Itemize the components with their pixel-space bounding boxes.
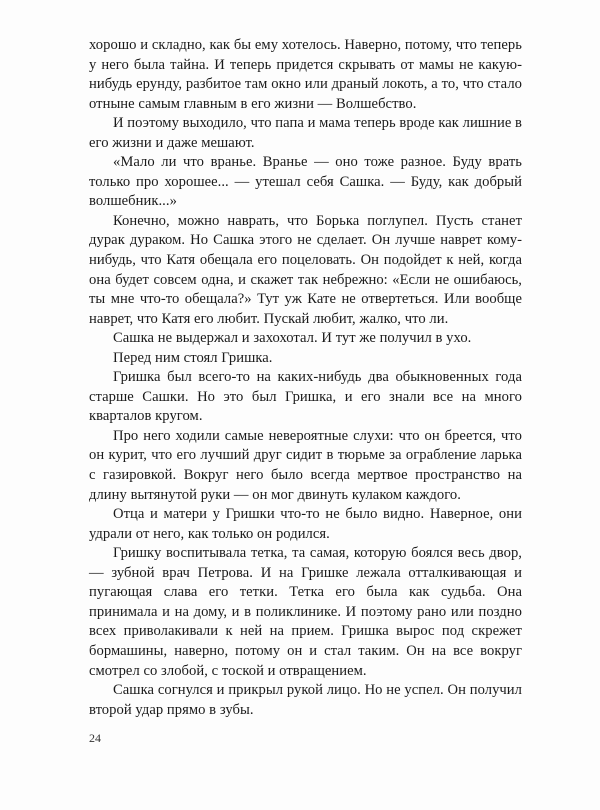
paragraph: Гришка был всего-то на каких-нибудь два обыкновенных года старше Сашки. Но это был Гришка, и его знали все на много кварталов кругом. bbox=[89, 369, 522, 425]
paragraph: И поэтому выходило, что папа и мама теперь вроде как лишние в его жизни и даже мешают. bbox=[89, 115, 522, 151]
paragraph: Перед ним стоял Гришка. bbox=[113, 349, 273, 366]
paragraph: Сашка согнулся и прикрыл рукой лицо. Но не успел. Он получил второй удар прямо в зубы. bbox=[89, 682, 522, 718]
paragraph: Про него ходили самые невероятные слухи: что он бреется, что он курит, что его лучший друг сидит в тюрьме за ограбление ларька с газировкой. Вокруг него было всегда мертвое пространство на длину вытянутой руки — он мог двинуть кулаком каждого. bbox=[89, 427, 522, 503]
paragraph: Гришку воспитывала тетка, та самая, которую боялся весь двор, — зубной врач Петрова. И на Гришке лежала отталкивающая и пугающая слава его тетки. Тетка его была как судьба. Она принимала и на дому, и в поликлинике. И поэтому рано или поздно всех приволакивали к ней на прием. Гришка вырос под скрежет бормашины, наверно, потому он и стал таким. Он на все вокруг смотрел со злобой, с тоской и отвращением. bbox=[89, 545, 522, 679]
paragraph: Конечно, можно наврать, что Борька поглупел. Пусть станет дурак дураком. Но Сашка этого не сделает. Он лучше наврет кому-нибудь, что Катя обещала его поцеловать. Он подойдет к ней, когда она будет совсем одна, и скажет так небрежно: «Если не ошибаюсь, ты мне что-то обещала?» Тут уж Кате не отвертеться. Или вообще наврет, что Катя его любит. Пускай любит, жалко, что ли. bbox=[89, 212, 522, 327]
paragraph: Отца и матери у Гришки что-то не было видно. Наверное, они удрали от него, как только он родился. bbox=[89, 506, 522, 542]
page-body-text bbox=[89, 36, 522, 720]
page-number: 24 bbox=[89, 731, 101, 745]
paragraph: Сашка не выдержал и захохотал. И тут же получил в ухо. bbox=[113, 330, 472, 347]
paragraph: «Мало ли что вранье. Вранье — оно тоже разное. Буду врать только про хорошее... — утешал себя Сашка. — Буду, как добрый волшебник...» bbox=[89, 154, 522, 210]
paragraph: хорошо и складно, как бы ему хотелось. Наверно, потому, что теперь у него была тайна. И теперь придется скрывать от мамы не какую-нибудь ерунду, разбитое там окно или драный локоть, а то, что стало отныне самым главным в его жизни — Волшебство. bbox=[89, 37, 522, 112]
